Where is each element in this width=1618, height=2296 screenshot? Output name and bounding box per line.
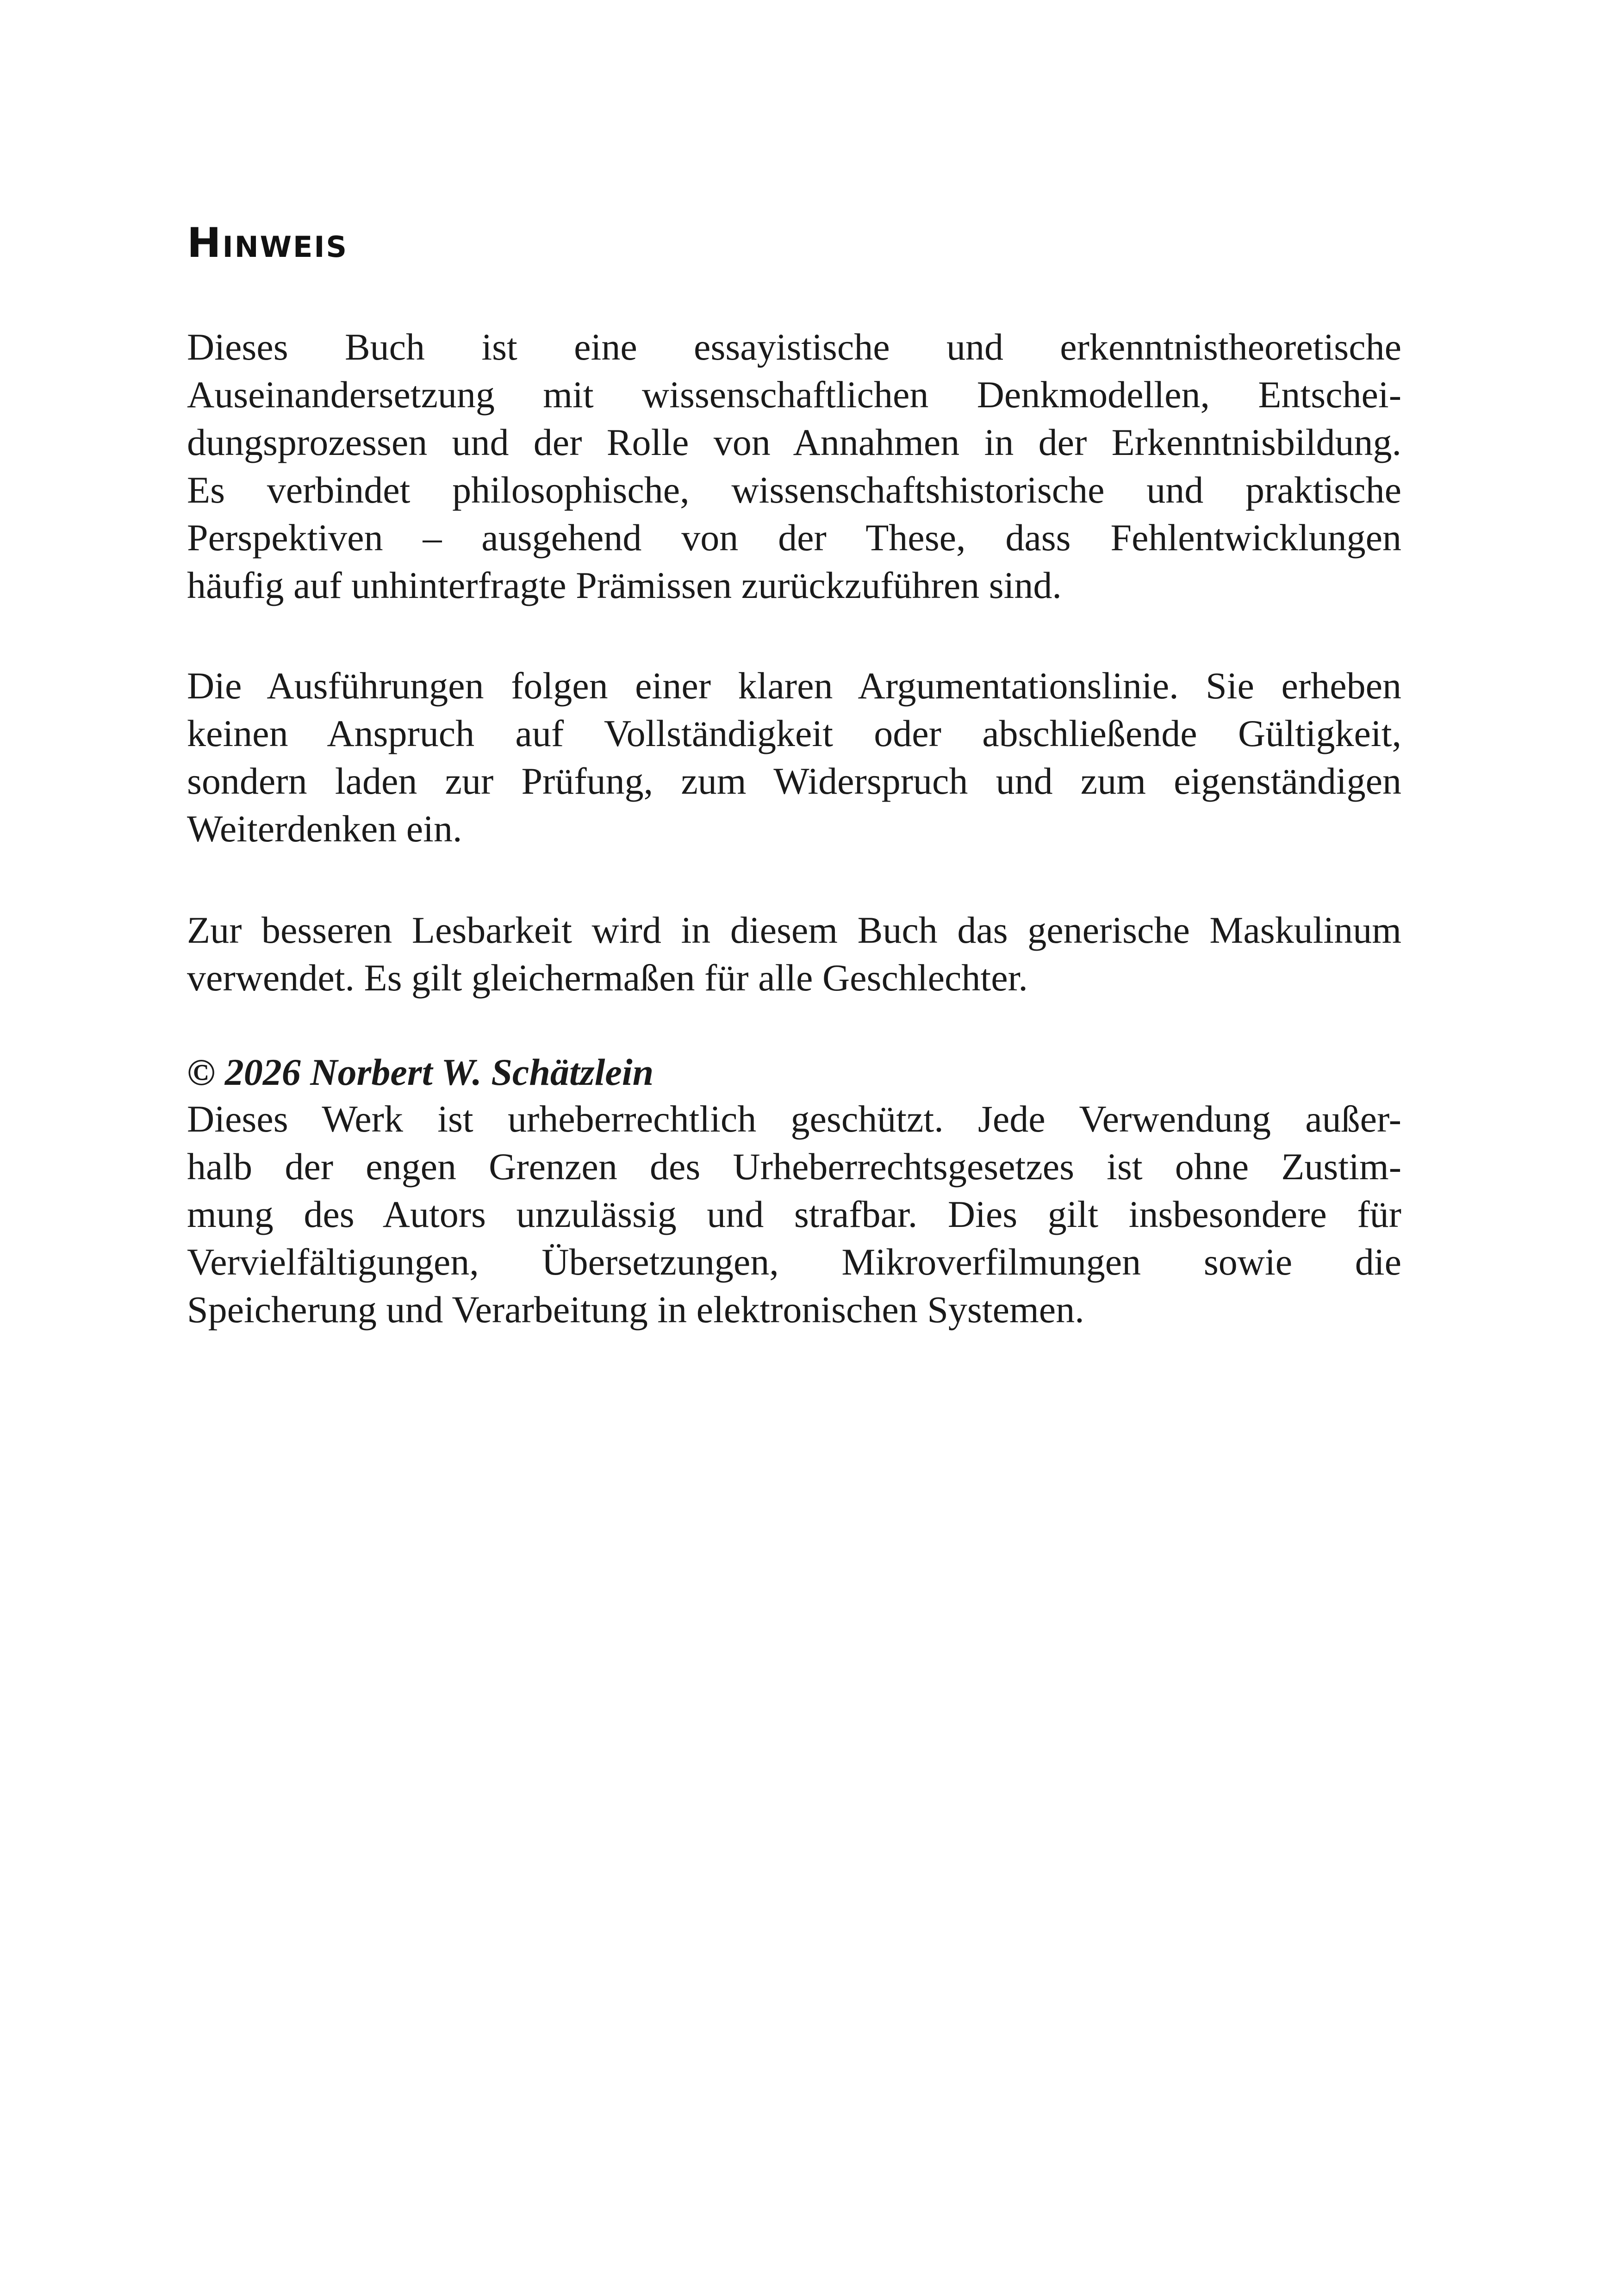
text-line: Perspektiven – ausgehend von der These, dass Fehlentwicklungen: [187, 516, 1401, 559]
text-line: sondern laden zur Prüfung, zum Widerspruch und zum eigenständigen: [187, 760, 1401, 802]
paragraph-copyright-notice: [187, 1095, 1401, 1333]
text-line: verwendet. Es gilt gleichermaßen für alle Geschlechter.: [187, 957, 1028, 999]
paragraph-intro: [187, 323, 1401, 609]
notice-heading: Hinweis: [187, 219, 348, 267]
text-line: Speicherung und Verarbeitung in elektronischen Systemen.: [187, 1288, 1084, 1331]
text-line: Auseinandersetzung mit wissenschaftlichen Denkmodellen, Entschei-: [187, 373, 1401, 416]
text-line: häufig auf unhinterfragte Prämissen zurückzuführen sind.: [187, 564, 1062, 606]
paragraph-argumentation: [187, 662, 1401, 852]
text-line: Weiterdenken ein.: [187, 808, 462, 850]
text-line: keinen Anspruch auf Vollständigkeit oder abschließende Gültigkeit,: [187, 712, 1401, 754]
document-page: [187, 0, 1401, 2296]
paragraph-readability: [187, 906, 1401, 1002]
text-line: Dieses Buch ist eine essayistische und erkenntnistheoretische: [187, 326, 1401, 368]
text-line: dungsprozessen und der Rolle von Annahmen in der Erkenntnisbildung.: [187, 421, 1401, 463]
text-line: Es verbindet philosophische, wissenschaftshistorische und praktische: [187, 469, 1401, 511]
copyright-line: © 2026 Norbert W. Schätzlein: [187, 1051, 654, 1093]
text-line: halb der engen Grenzen des Urheberrechtsgesetzes ist ohne Zustim-: [187, 1145, 1401, 1188]
text-line: Die Ausführungen folgen einer klaren Argumentationslinie. Sie erheben: [187, 665, 1401, 707]
text-line: mung des Autors unzulässig und strafbar. Dies gilt insbesondere für: [187, 1193, 1401, 1235]
text-line: Dieses Werk ist urheberrechtlich geschützt. Jede Verwendung außer-: [187, 1098, 1401, 1140]
text-line: Vervielfältigungen, Übersetzungen, Mikroverfilmungen sowie die: [187, 1241, 1401, 1283]
text-line: Zur besseren Lesbarkeit wird in diesem Buch das generische Maskulinum: [187, 909, 1401, 951]
